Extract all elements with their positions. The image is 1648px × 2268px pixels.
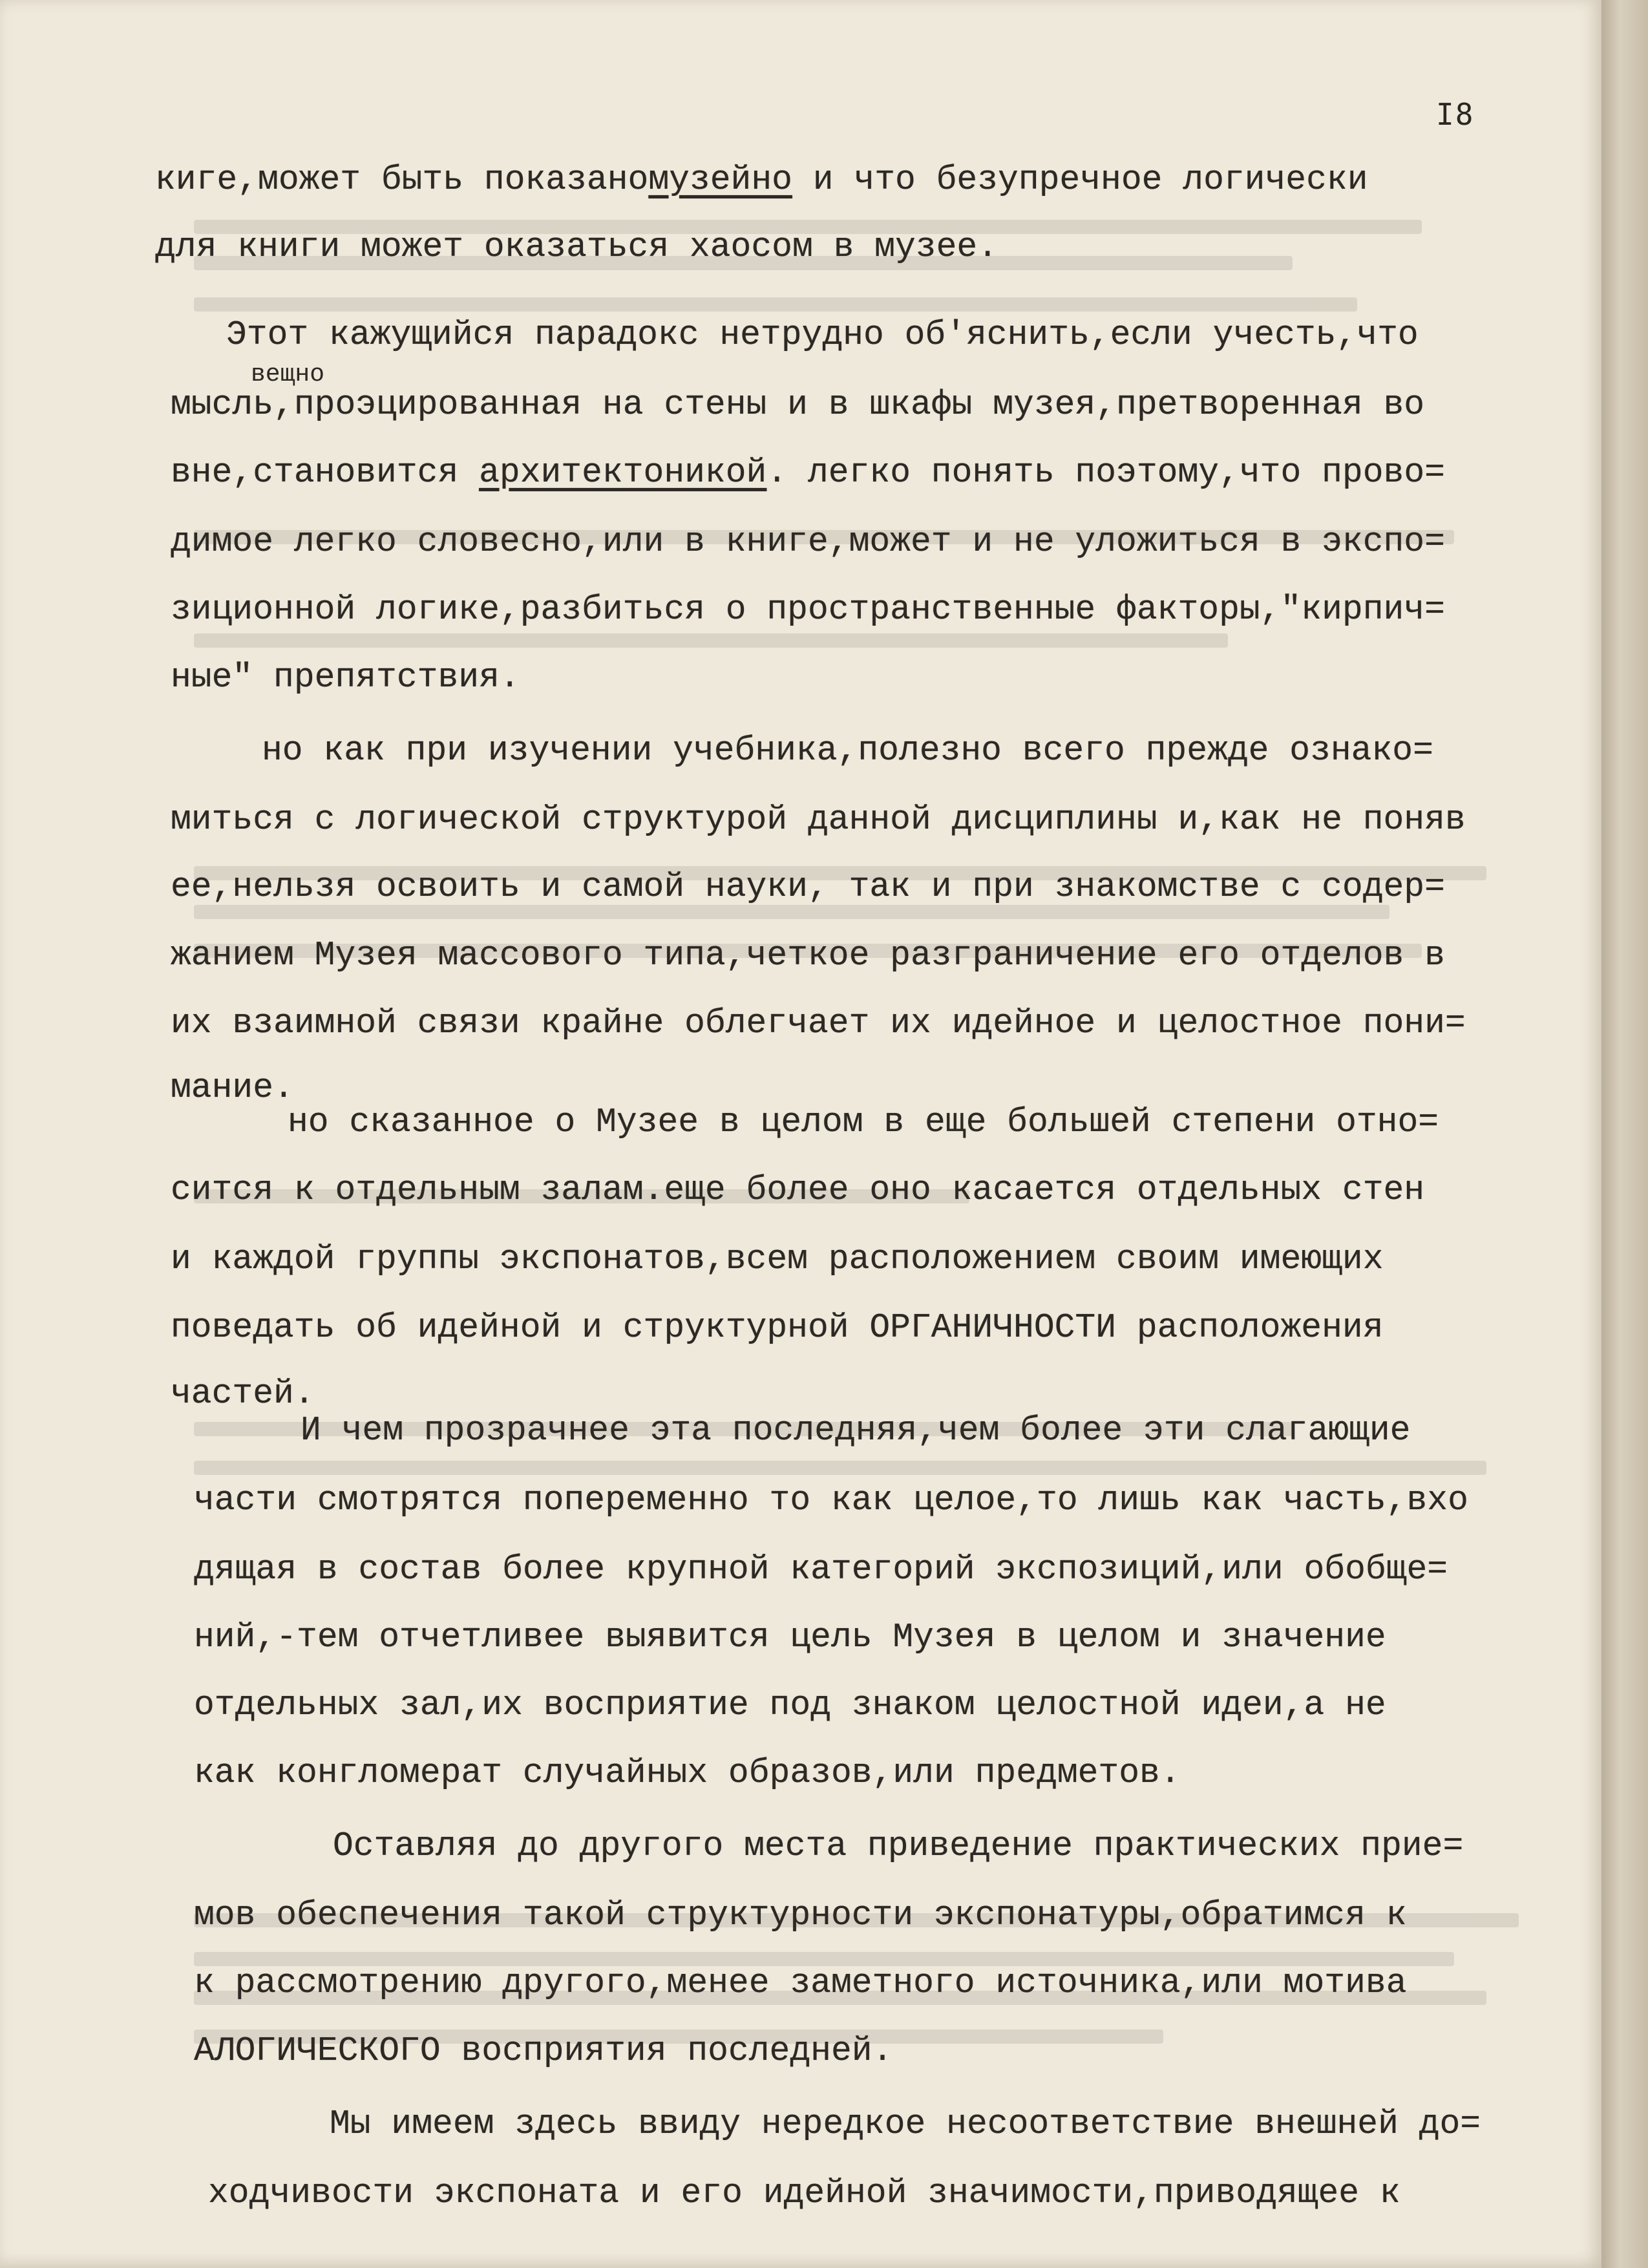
text-line: но сказанное о Музее в целом в еще большей степени отно= <box>288 1103 1439 1141</box>
page-number: I8 <box>1436 97 1475 132</box>
text-line: жанием Музея массового типа,четкое разграничение его отделов в <box>171 936 1445 975</box>
text-line: Оставляя до другого места приведение практических прие= <box>333 1827 1464 1865</box>
text-line: ходчивости экспоната и его идейной значимости,приводящее к <box>208 2174 1400 2212</box>
text-line: миться с логической структурой данной дисциплины и,как не поняв <box>171 800 1466 839</box>
text-line: к рассмотрению другого,менее заметного источника,или мотива <box>194 1964 1407 2002</box>
text-line: ее,нельзя освоить и самой науки, так и при знакомстве с содер= <box>171 867 1445 906</box>
handwritten-insert: вещно <box>251 361 325 388</box>
text-line: мысль,проэцированная на стены и в шкафы музея,претворенная во <box>171 385 1425 424</box>
text-line: и каждой группы экспонатов,всем расположением своим имеющих <box>171 1240 1384 1278</box>
text-line: Этот кажущийся парадокс нетрудно об'яснить,если учесть,что <box>226 315 1419 354</box>
text-line: поведать об идейной и структурной ОРГАНИЧНОСТИ расположения <box>171 1308 1384 1347</box>
text-line: их взаимной связи крайне облегчает их идейное и целостное пони= <box>171 1004 1466 1043</box>
text-line: сится к отдельным залам.еще более оно касается отдельных стен <box>171 1171 1425 1209</box>
text-line: киге,может быть показаномузейно и что безупречное логически <box>155 160 1368 199</box>
text-line: И чем прозрачнее эта последняя,чем более эти слагающие <box>301 1411 1411 1450</box>
text-line: но как при изучении учебника,полезно всего прежде ознако= <box>262 731 1433 770</box>
text-line: мание. <box>171 1068 294 1107</box>
text-line: дящая в состав более крупной категорий экспозиций,или обобще= <box>194 1550 1448 1589</box>
text-line: частей. <box>171 1374 315 1413</box>
text-line: вне,становится архитектоникой. легко понять поэтому,что прово= <box>171 453 1445 492</box>
page-edge <box>1601 0 1648 2268</box>
text-line: части смотрятся попеременно то как целое,то лишь как часть,вхо <box>194 1481 1468 1520</box>
text-line: Мы имеем здесь ввиду нередкое несоответствие внешней до= <box>330 2104 1481 2143</box>
text-line: зиционной логике,разбиться о пространственные факторы,"кирпич= <box>171 590 1445 629</box>
text-line: АЛОГИЧЕСКОГО восприятия последней. <box>194 2031 893 2070</box>
text-line: как конгломерат случайных образов,или предметов. <box>194 1754 1181 1792</box>
text-line: отдельных зал,их восприятие под знаком целостной идеи,а не <box>194 1686 1386 1724</box>
text-line: мов обеспечения такой структурности экспонатуры,обратимся к <box>194 1896 1407 1934</box>
text-line: димое легко словесно,или в книге,может и не уложиться в экспо= <box>171 522 1445 561</box>
underlined-word: музейно <box>648 160 792 199</box>
text-line: ний,-тем отчетливее выявится цель Музея в целом и значение <box>194 1618 1386 1657</box>
text-line: для книги может оказаться хаосом в музее. <box>155 228 998 266</box>
underlined-word: архитектоникой <box>479 453 767 492</box>
text-line: ные" препятствия. <box>171 658 520 697</box>
